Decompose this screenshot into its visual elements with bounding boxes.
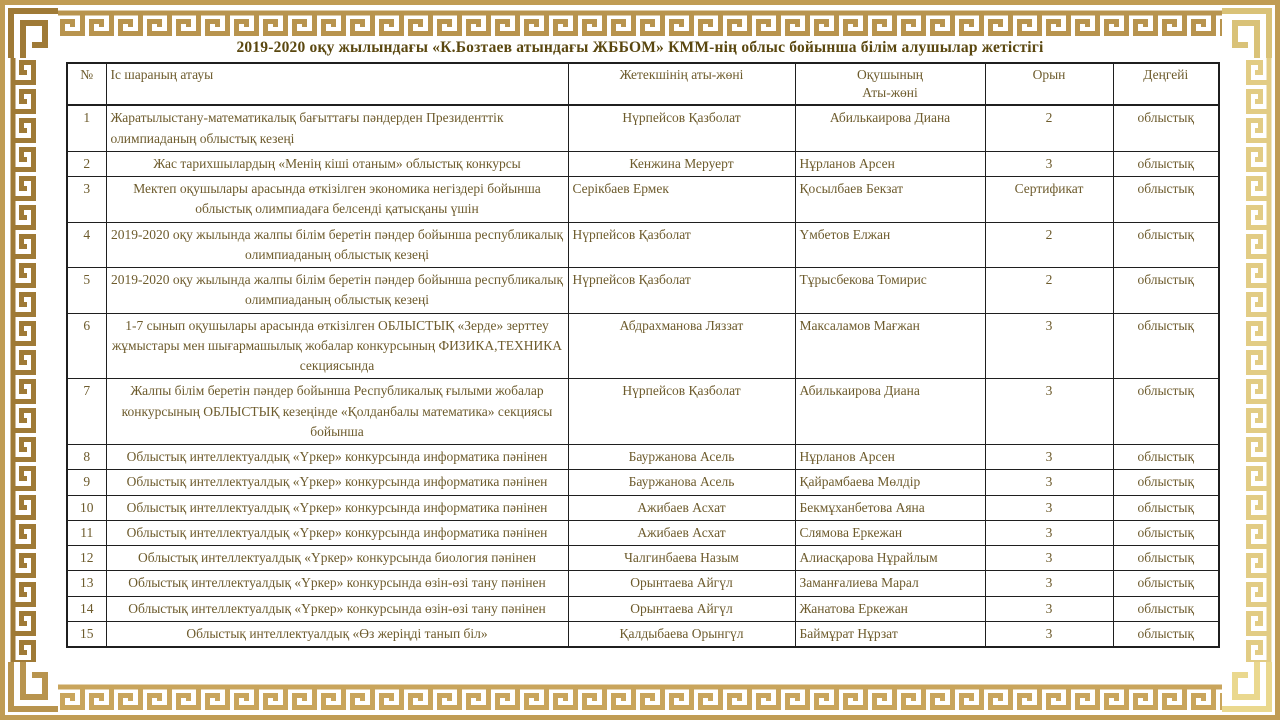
cell-event: Облыстық интеллектуалдық «Үркер» конкурсында информатика пәнінен [106,445,568,470]
cell-student: Алиасқарова Нұрайлым [795,546,985,571]
cell-student: Жанатова Еркежан [795,596,985,621]
cell-student: Нұрланов Арсен [795,445,985,470]
cell-event: Облыстық интеллектуалдық «Үркер» конкурсында информатика пәнінен [106,495,568,520]
cell-student: Абилькаирова Диана [795,379,985,445]
table-row [67,445,1219,470]
cell-teacher: Қалдыбаева Орынгүл [568,621,795,647]
cell-teacher: Нүрпейсов Қазболат [568,222,795,268]
achievements-table [66,62,1220,648]
cell-student: Қайрамбаева Мөлдір [795,470,985,495]
cell-student: Бекмұханбетова Аяна [795,495,985,520]
cell-student: Слямова Еркежан [795,520,985,545]
page-title: 2019-2020 оқу жылындағы «К.Бозтаев атындағы ЖББОМ» КММ-нің облыс бойынша білім алушылар жетістігі [236,39,1044,56]
cell-student: Нұрланов Арсен [795,151,985,176]
cell-place: 3 [985,470,1113,495]
cell-num: 15 [67,621,106,647]
cell-event: 1-7 сынып оқушылары арасында өткізілген ОБЛЫСТЫҚ «Зерде» зерттеу жұмыстары мен шығармашылық жобалар конкурсының ФИЗИКА,ТЕХНИКА секциясында [106,313,568,379]
cell-student: Абилькаирова Диана [795,105,985,151]
table-header [67,63,1219,105]
cell-teacher: Нүрпейсов Қазболат [568,105,795,151]
table-row [67,520,1219,545]
cell-num: 11 [67,520,106,545]
cell-num: 6 [67,313,106,379]
cell-teacher: Серікбаев Ермек [568,177,795,223]
cell-level: облыстық [1113,445,1219,470]
cell-place: 3 [985,379,1113,445]
cell-num: 12 [67,546,106,571]
cell-teacher: Орынтаева Айгүл [568,596,795,621]
header-student [795,63,985,105]
header-num: № [67,63,106,105]
header-level: Деңгейі [1113,63,1219,105]
table-row [67,596,1219,621]
cell-num: 2 [67,151,106,176]
cell-student: Заманғалиева Марал [795,571,985,596]
cell-num: 10 [67,495,106,520]
cell-num: 7 [67,379,106,445]
cell-teacher: Абдрахманова Ляззат [568,313,795,379]
cell-event: Облыстық интеллектуалдық «Үркер» конкурсында информатика пәнінен [106,520,568,545]
cell-event: Облыстық интеллектуалдық «Өз жеріңді танып біл» [106,621,568,647]
cell-event: Облыстық интеллектуалдық «Үркер» конкурсында биология пәнінен [106,546,568,571]
table-row [67,268,1219,314]
cell-level: облыстық [1113,495,1219,520]
cell-level: облыстық [1113,571,1219,596]
cell-place: 3 [985,495,1113,520]
cell-num: 13 [67,571,106,596]
cell-place: 3 [985,445,1113,470]
cell-level: облыстық [1113,177,1219,223]
table-row [67,470,1219,495]
header-event: Іс шараның атауы [106,63,568,105]
cell-level: облыстық [1113,470,1219,495]
cell-teacher: Нүрпейсов Қазболат [568,268,795,314]
cell-place: 3 [985,313,1113,379]
cell-level: облыстық [1113,268,1219,314]
cell-level: облыстық [1113,546,1219,571]
table-row [67,177,1219,223]
cell-num: 8 [67,445,106,470]
table-row [67,379,1219,445]
cell-event: Жалпы білім беретін пәндер бойынша Республикалық ғылыми жобалар конкурсының ОБЛЫСТЫҚ кезеңінде «Қолданбалы математика» секциясы бойынша [106,379,568,445]
cell-student: Тұрысбекова Томирис [795,268,985,314]
table-row [67,222,1219,268]
header-place: Орын [985,63,1113,105]
cell-num: 5 [67,268,106,314]
cell-student: Баймұрат Нұрзат [795,621,985,647]
table-row [67,571,1219,596]
cell-place: Сертификат [985,177,1113,223]
cell-place: 2 [985,222,1113,268]
cell-teacher: Бауржанова Асель [568,445,795,470]
cell-teacher: Ажибаев Асхат [568,495,795,520]
cell-place: 3 [985,520,1113,545]
cell-event: 2019-2020 оқу жылында жалпы білім беретін пәндер бойынша республикалық олимпиаданың облыстық кезеңі [106,268,568,314]
header-teacher: Жетекшінің аты-жөні [568,63,795,105]
cell-event: Жас тарихшылардың «Менің кіші отаным» облыстық конкурсы [106,151,568,176]
cell-level: облыстық [1113,621,1219,647]
results-table-body [67,105,1219,647]
header-student-line2: Аты-жөні [862,85,918,101]
cell-level: облыстық [1113,596,1219,621]
cell-event: Мектеп оқушылары арасында өткізілген экономика негіздері бойынша облыстық олимпиадаға белсенді қатысқаны үшін [106,177,568,223]
cell-student: Үмбетов Елжан [795,222,985,268]
table-row [67,151,1219,176]
cell-num: 1 [67,105,106,151]
cell-place: 3 [985,151,1113,176]
cell-student: Қосылбаев Бекзат [795,177,985,223]
cell-level: облыстық [1113,151,1219,176]
cell-place: 3 [985,596,1113,621]
cell-level: облыстық [1113,379,1219,445]
cell-num: 9 [67,470,106,495]
cell-level: облыстық [1113,222,1219,268]
cell-teacher: Орынтаева Айгүл [568,571,795,596]
table-row [67,495,1219,520]
cell-num: 4 [67,222,106,268]
cell-student: Максаламов Мағжан [795,313,985,379]
cell-level: облыстық [1113,313,1219,379]
cell-level: облыстық [1113,520,1219,545]
cell-place: 3 [985,546,1113,571]
cell-event: Жаратылыстану-математикалық бағыттағы пәндерден Президенттік олимпиаданың облыстық кезеңі [106,105,568,151]
cell-event: Облыстық интеллектуалдық «Үркер» конкурсында өзін-өзі тану пәнінен [106,571,568,596]
cell-teacher: Ажибаев Асхат [568,520,795,545]
cell-teacher: Чалгинбаева Назым [568,546,795,571]
cell-place: 2 [985,268,1113,314]
cell-num: 14 [67,596,106,621]
cell-event: 2019-2020 оқу жылында жалпы білім беретін пәндер бойынша республикалық олимпиаданың облыстық кезеңі [106,222,568,268]
cell-teacher: Бауржанова Асель [568,470,795,495]
table-row [67,313,1219,379]
cell-num: 3 [67,177,106,223]
cell-place: 3 [985,621,1113,647]
table-row [67,621,1219,647]
cell-teacher: Кенжина Меруерт [568,151,795,176]
cell-place: 3 [985,571,1113,596]
cell-teacher: Нүрпейсов Қазболат [568,379,795,445]
table-row [67,546,1219,571]
cell-event: Облыстық интеллектуалдық «Үркер» конкурсында информатика пәнінен [106,470,568,495]
header-student-line1: Оқушының [856,67,924,82]
cell-place: 2 [985,105,1113,151]
table-row [67,105,1219,151]
cell-event: Облыстық интеллектуалдық «Үркер» конкурсында өзін-өзі тану пәнінен [106,596,568,621]
cell-level: облыстық [1113,105,1219,151]
